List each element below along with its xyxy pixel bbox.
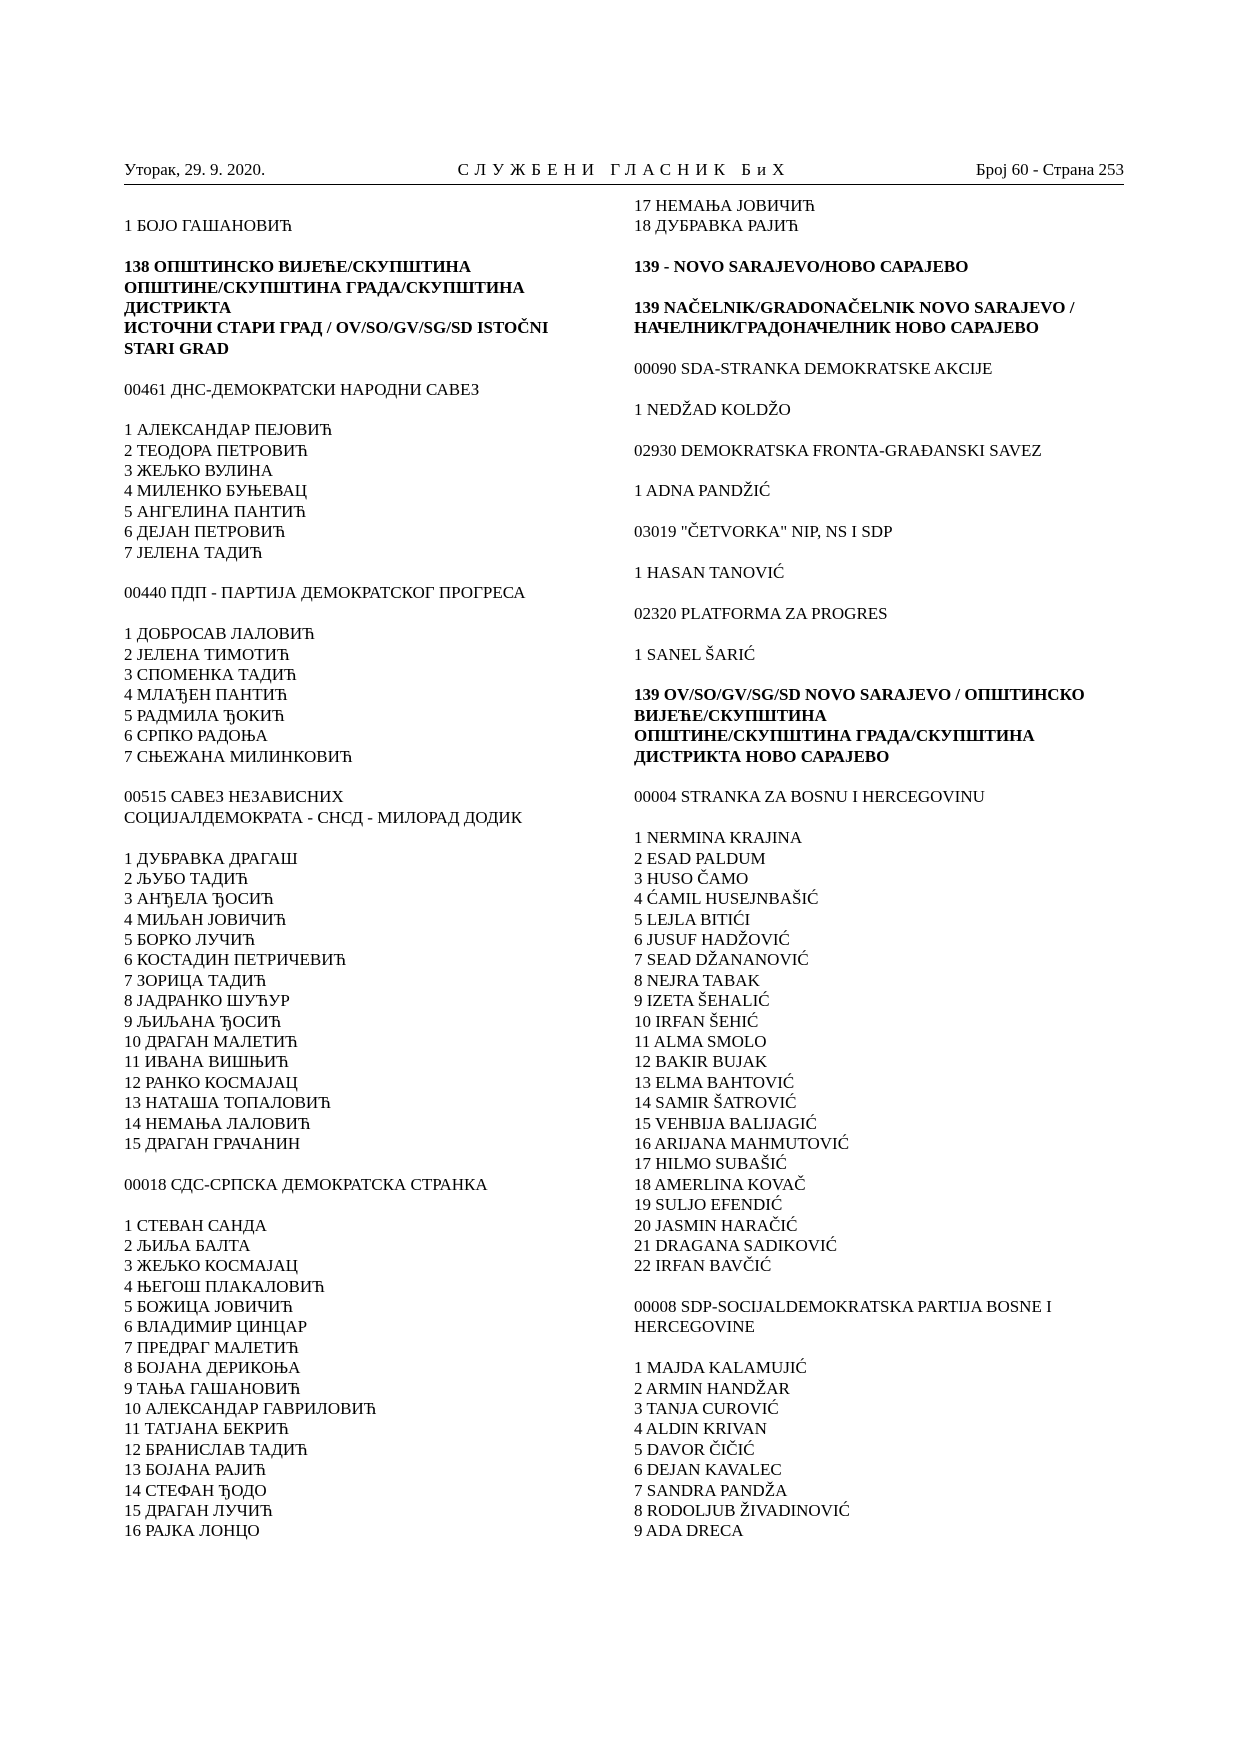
list-line: 14 СТЕФАН ЂОДО xyxy=(124,1480,267,1500)
blank-line xyxy=(634,278,1124,298)
list-line: 3 ЖЕЉКО КОСМАЈАЦ xyxy=(124,1256,298,1276)
blank-line xyxy=(634,380,1124,400)
list-line: 20 JASMIN HARAČIĆ xyxy=(634,1215,798,1235)
list-line: 8 RODOLJUB ŽIVADINOVIĆ xyxy=(634,1501,850,1520)
list-line: 5 БОЖИЦА ЈОВИЧИЋ xyxy=(124,1297,293,1317)
list-line: 9 ADA DRECA xyxy=(634,1521,744,1541)
list-line: 11 ТАТЈАНА БЕКРИЋ xyxy=(124,1419,289,1439)
list-line: 13 НАТАША ТОПАЛОВИЋ xyxy=(124,1093,331,1113)
list-line: 15 ДРАГАН ЛУЧИЋ xyxy=(124,1501,273,1520)
list-line: 2 ESAD PALDUM xyxy=(634,848,766,868)
left-column xyxy=(124,196,594,1542)
list-line: 1 NEDŽAD KOLDŽO xyxy=(634,399,791,419)
blank-line xyxy=(124,1195,594,1215)
list-line: 7 SEAD DŽANANOVIĆ xyxy=(634,950,809,970)
list-line: 16 ARIJANA MAHMUTOVIĆ xyxy=(634,1133,850,1153)
section-heading-line: НАЧЕЛНИК/ГРАДОНАЧЕЛНИК НОВО САРАЈЕВО xyxy=(634,318,1039,338)
list-line: 00004 STRANKA ZA BOSNU I HERCEGOVINU xyxy=(634,787,985,807)
list-line: 6 СРПКО РАДОЊА xyxy=(124,726,268,746)
list-line: 00515 САВЕЗ НЕЗАВИСНИХ xyxy=(124,787,344,807)
list-line: 7 ПРЕДРАГ МАЛЕТИЋ xyxy=(124,1337,299,1357)
section-heading-line: 139 - NOVO SARAJEVO/НОВО САРАЈЕВО xyxy=(634,257,969,277)
blank-line xyxy=(634,665,1124,685)
list-line: 3 HUSO ČAMO xyxy=(634,868,749,888)
section-heading-line: STARI GRAD xyxy=(124,338,230,358)
list-line: 00018 СДС-СРПСКА ДЕМОКРАТСКА СТРАНКА xyxy=(124,1174,488,1194)
list-line: 03019 "ČETVORKA" NIP, NS I SDP xyxy=(634,522,893,542)
list-line: 4 ĆAMIL HUSEJNBAŠIĆ xyxy=(634,889,819,909)
list-line: 6 КОСТАДИН ПЕТРИЧЕВИЋ xyxy=(124,950,347,970)
list-line: 12 РАНКО КОСМАЈАЦ xyxy=(124,1072,298,1092)
list-line: 9 ТАЊА ГАШАНОВИЋ xyxy=(124,1378,301,1398)
blank-line xyxy=(634,767,1124,787)
blank-line xyxy=(124,196,594,216)
list-line: 10 АЛЕКСАНДАР ГАВРИЛОВИЋ xyxy=(124,1399,377,1419)
list-line: 17 НЕМАЊА ЈОВИЧИЋ xyxy=(634,196,816,215)
list-line: 7 ЈЕЛЕНА ТАДИЋ xyxy=(124,542,263,562)
blank-line xyxy=(634,808,1124,828)
list-line: 00461 ДНС-ДЕМОКРАТСКИ НАРОДНИ САВЕЗ xyxy=(124,379,480,399)
list-line: 18 ДУБРАВКА РАЈИЋ xyxy=(634,216,799,236)
blank-line xyxy=(124,767,594,787)
blank-line xyxy=(124,1154,594,1174)
list-line: 21 DRAGANA SADIKOVIĆ xyxy=(634,1235,838,1255)
list-line: 7 ЗОРИЦА ТАДИЋ xyxy=(124,970,267,990)
list-line: 3 ЖЕЉКО ВУЛИНА xyxy=(124,461,274,481)
list-line: 18 AMERLINA KOVAČ xyxy=(634,1174,806,1194)
list-line: 3 СПОМЕНКА ТАДИЋ xyxy=(124,664,297,684)
blank-line xyxy=(634,420,1124,440)
blank-line xyxy=(124,828,594,848)
list-line: HERCEGOVINE xyxy=(634,1317,755,1337)
list-line: 7 СЊЕЖАНА МИЛИНКОВИЋ xyxy=(124,746,353,766)
header-date: Уторак, 29. 9. 2020. xyxy=(124,160,266,179)
blank-line xyxy=(634,461,1124,481)
blank-line xyxy=(124,359,594,379)
list-line: 1 NERMINA KRAJINA xyxy=(634,828,803,848)
list-line: СОЦИЈАЛДЕМОКРАТА - СНСД - МИЛОРАД ДОДИК xyxy=(124,807,523,827)
list-line: 8 NEJRA TABAK xyxy=(634,970,760,990)
section-heading-line: ОПШТИНЕ/СКУПШТИНА ГРАДА/СКУПШТИНА xyxy=(634,726,1035,746)
section-heading-line: 138 ОПШТИНСКО ВИЈЕЋЕ/СКУПШТИНА xyxy=(124,257,472,277)
section-heading-line: ИСТОЧНИ СТАРИ ГРАД / OV/SO/GV/SG/SD ISTOČNI xyxy=(124,318,549,338)
list-line: 15 ДРАГАН ГРАЧАНИН xyxy=(124,1133,301,1153)
list-line: 10 ДРАГАН МАЛЕТИЋ xyxy=(124,1032,298,1052)
list-line: 1 ADNA PANDŽIĆ xyxy=(634,481,771,501)
list-line: 1 БОЈО ГАШАНОВИЋ xyxy=(124,216,293,236)
list-line: 1 MAJDA KALAMUJIĆ xyxy=(634,1358,807,1378)
list-line: 2 ЉУБО ТАДИЋ xyxy=(124,868,249,888)
list-line: 3 АНЂЕЛА ЂОСИЋ xyxy=(124,889,274,909)
list-line: 00440 ПДП - ПАРТИЈА ДЕМОКРАТСКОГ ПРОГРЕСА xyxy=(124,583,526,603)
blank-line xyxy=(124,604,594,624)
blank-line xyxy=(124,400,594,420)
list-line: 1 СТЕВАН САНДА xyxy=(124,1215,267,1235)
list-line: 8 БОЈАНА ДЕРИКОЊА xyxy=(124,1358,301,1378)
list-line: 1 ДУБРАВКА ДРАГАШ xyxy=(124,848,298,868)
list-line: 00008 SDP-SOCIJALDEMOKRATSKA PARTIJA BOSNE I xyxy=(634,1297,1052,1317)
list-line: 22 IRFAN BAVČIĆ xyxy=(634,1256,772,1276)
blank-line xyxy=(634,502,1124,522)
list-line: 9 ЉИЉАНА ЂОСИЋ xyxy=(124,1011,282,1031)
section-heading-line: ВИЈЕЋЕ/СКУПШТИНА xyxy=(634,705,827,725)
section-heading-line: ДИСТРИКТА НОВО САРАЈЕВО xyxy=(634,746,890,766)
blank-line xyxy=(634,1277,1124,1297)
page-header xyxy=(124,158,1124,185)
list-line: 4 МИЉАН ЈОВИЧИЋ xyxy=(124,909,287,929)
list-line: 14 НЕМАЊА ЛАЛОВИЋ xyxy=(124,1113,311,1133)
section-heading-line: 139 OV/SO/GV/SG/SD NOVO SARAJEVO / ОПШТИНСКО xyxy=(634,685,1085,705)
list-line: 11 ИВАНА ВИШЊИЋ xyxy=(124,1052,289,1072)
list-line: 00090 SDA-STRANKA DEMOKRATSKE AKCIJE xyxy=(634,359,993,379)
list-line: 13 ELMA BAHTOVIĆ xyxy=(634,1072,795,1092)
list-line: 7 SANDRA PANDŽA xyxy=(634,1480,788,1500)
list-line: 5 LEJLA BITIĆI xyxy=(634,909,751,929)
list-line: 19 SULJO EFENDIĆ xyxy=(634,1195,783,1215)
list-line: 11 ALMA SMOLO xyxy=(634,1032,767,1052)
list-line: 3 TANJA CUROVIĆ xyxy=(634,1399,779,1419)
blank-line xyxy=(634,1338,1124,1358)
blank-line xyxy=(124,563,594,583)
list-line: 02930 DEMOKRATSKA FRONTA-GRAĐANSKI SAVEZ xyxy=(634,440,1042,460)
blank-line xyxy=(634,583,1124,603)
list-line: 2 ARMIN HANDŽAR xyxy=(634,1378,790,1398)
list-line: 4 ALDIN KRIVAN xyxy=(634,1419,767,1439)
list-line: 17 HILMO SUBAŠIĆ xyxy=(634,1154,788,1174)
list-line: 5 DAVOR ČIČIĆ xyxy=(634,1439,755,1459)
right-column xyxy=(634,196,1124,1542)
list-line: 16 РАЈКА ЛОНЦО xyxy=(124,1521,260,1541)
blank-line xyxy=(634,237,1124,257)
list-line: 13 БОЈАНА РАЈИЋ xyxy=(124,1460,266,1480)
list-line: 4 МЛАЂЕН ПАНТИЋ xyxy=(124,685,288,705)
list-line: 5 АНГЕЛИНА ПАНТИЋ xyxy=(124,501,306,521)
header-page-number: Број 60 - Страна 253 xyxy=(975,160,1124,179)
list-line: 6 ВЛАДИМИР ЦИНЦАР xyxy=(124,1317,308,1337)
blank-line xyxy=(634,543,1124,563)
list-line: 2 ЈЕЛЕНА ТИМОТИЋ xyxy=(124,644,290,664)
list-line: 4 МИЛЕНКО БУЊЕВАЦ xyxy=(124,481,308,501)
list-line: 4 ЊЕГОШ ПЛАКАЛОВИЋ xyxy=(124,1276,325,1296)
list-line: 5 РАДМИЛА ЂОКИЋ xyxy=(124,705,285,725)
header-gazette-title: СЛУЖБЕНИ ГЛАСНИК БиХ xyxy=(457,160,791,179)
list-line: 10 IRFAN ŠEHIĆ xyxy=(634,1011,759,1031)
list-line: 6 JUSUF HADŽOVIĆ xyxy=(634,930,790,950)
list-line: 6 ДЕЈАН ПЕТРОВИЋ xyxy=(124,522,286,542)
list-line: 1 SANEL ŠARIĆ xyxy=(634,644,756,664)
list-line: 15 VEHBIJA BALIJAGIĆ xyxy=(634,1113,817,1133)
list-line: 2 ЉИЉА БАЛТА xyxy=(124,1235,251,1255)
list-line: 1 ДОБРОСАВ ЛАЛОВИЋ xyxy=(124,624,315,644)
list-line: 14 SAMIR ŠATROVIĆ xyxy=(634,1093,797,1113)
list-line: 8 ЈАДРАНКО ШУЋУР xyxy=(124,991,290,1011)
list-line: 1 HASAN TANOVIĆ xyxy=(634,563,785,583)
list-line: 12 БРАНИСЛАВ ТАДИЋ xyxy=(124,1439,308,1459)
list-line: 2 ТЕОДОРА ПЕТРОВИЋ xyxy=(124,440,308,460)
section-heading-line: 139 NAČELNIK/GRADONAČELNIK NOVO SARAJEVO / xyxy=(634,297,1075,317)
list-line: 6 DEJAN KAVALEC xyxy=(634,1460,782,1480)
list-line: 1 АЛЕКСАНДАР ПЕЈОВИЋ xyxy=(124,420,333,440)
section-heading-line: ДИСТРИКТА xyxy=(124,297,232,317)
section-heading-line: ОПШТИНЕ/СКУПШТИНА ГРАДА/СКУПШТИНА xyxy=(124,277,525,297)
blank-line xyxy=(124,237,594,257)
list-line: 02320 PLATFORMA ZA PROGRES xyxy=(634,603,888,623)
blank-line xyxy=(634,624,1124,644)
list-line: 12 BAKIR BUJAK xyxy=(634,1052,768,1072)
list-line: 9 IZETA ŠEHALIĆ xyxy=(634,991,770,1011)
blank-line xyxy=(634,339,1124,359)
list-line: 5 БОРКО ЛУЧИЋ xyxy=(124,930,256,950)
